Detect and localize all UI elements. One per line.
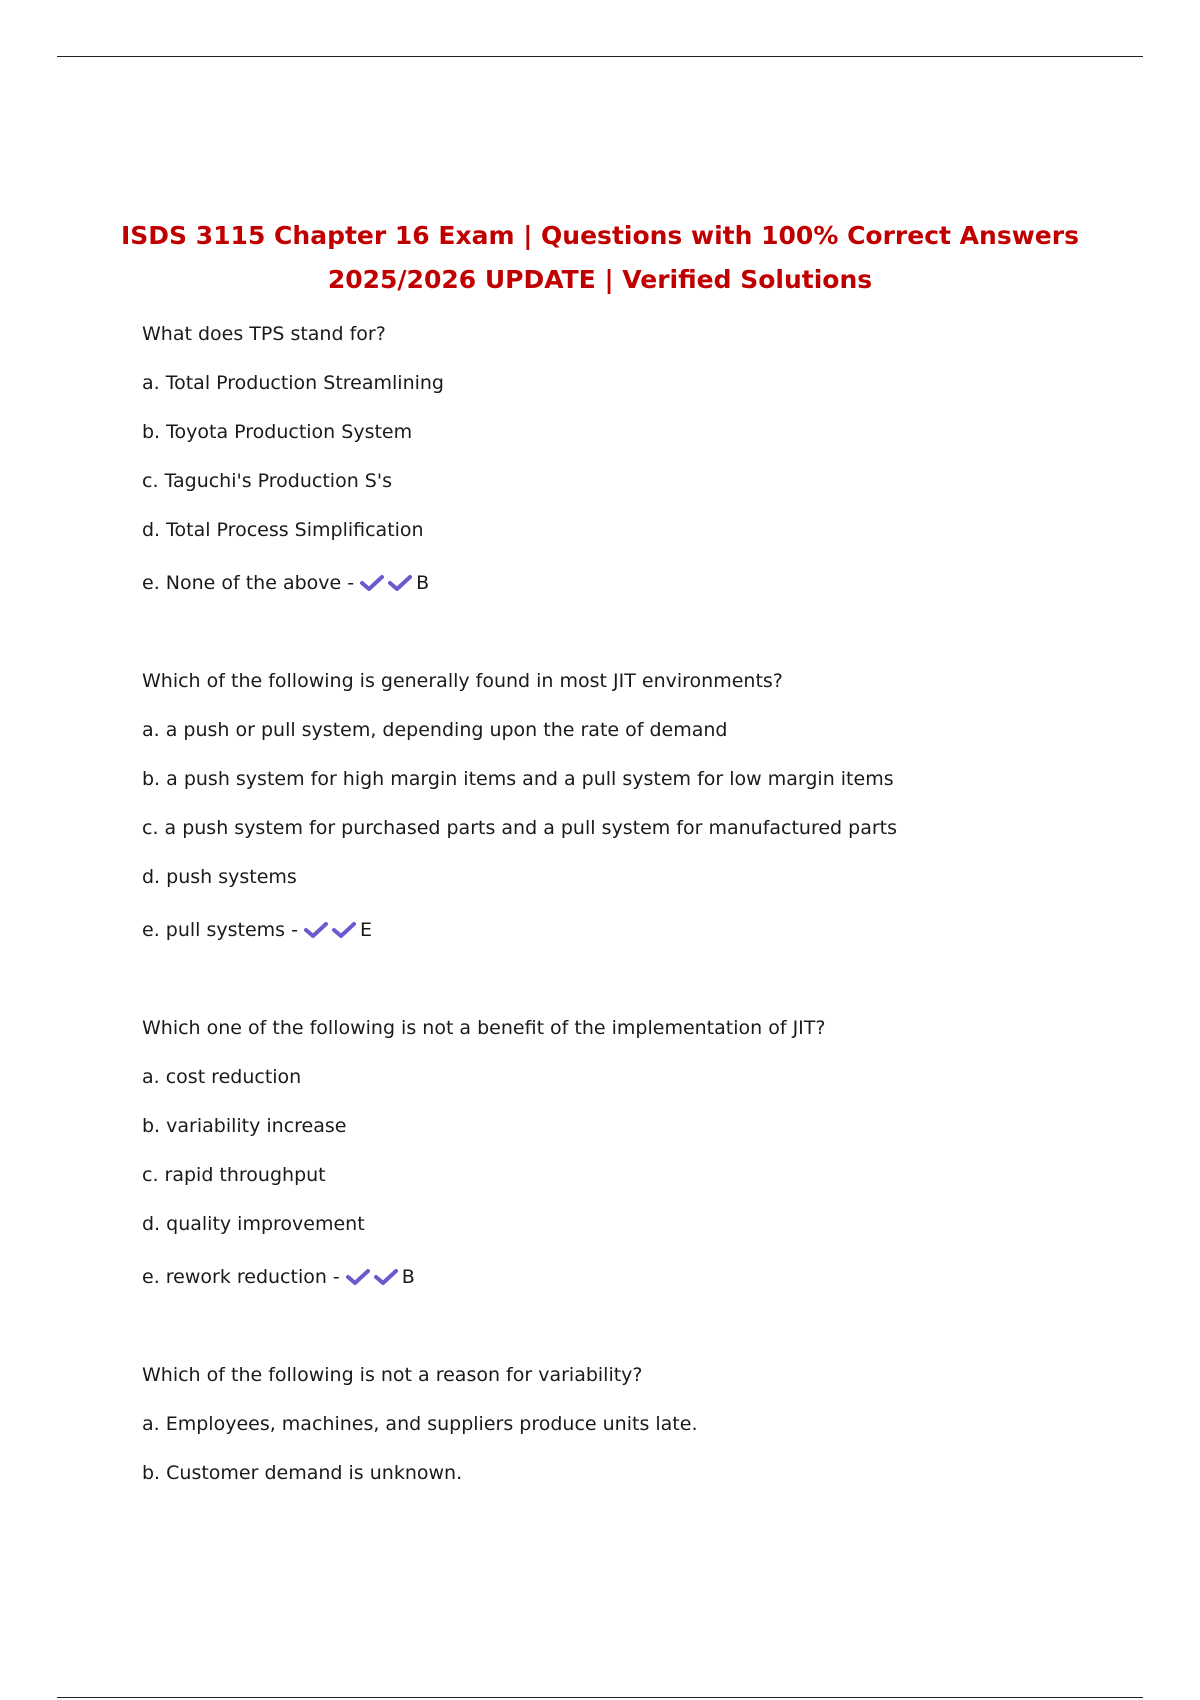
double-check-icon: [304, 920, 360, 946]
option-item: c. rapid throughput: [142, 1164, 326, 1186]
option-item: a. cost reduction: [142, 1066, 302, 1088]
option-item: e. pull systems -: [142, 919, 298, 941]
answer-letter: B: [401, 1266, 415, 1288]
question-text: What does TPS stand for?: [142, 323, 386, 345]
footer-rule: [57, 1697, 1143, 1698]
option-item: a. Employees, machines, and suppliers produce units late.: [142, 1413, 698, 1435]
document-title: [0, 214, 1200, 302]
option-item: d. push systems: [142, 866, 297, 888]
option-item: e. None of the above -: [142, 572, 355, 594]
option-item: a. Total Production Streamlining: [142, 372, 444, 394]
option-item: b. variability increase: [142, 1115, 347, 1137]
option-item: d. quality improvement: [142, 1213, 365, 1235]
question-text: Which of the following is generally found in most JIT environments?: [142, 670, 783, 692]
option-item: b. Toyota Production System: [142, 421, 413, 443]
answer-line: [142, 1264, 415, 1293]
header-rule: [57, 56, 1143, 57]
double-check-icon: [346, 1267, 402, 1293]
question-text: Which of the following is not a reason for variability?: [142, 1364, 643, 1386]
double-check-icon: [360, 573, 416, 599]
title-line-1: ISDS 3115 Chapter 16 Exam | Questions with 100% Correct Answers: [121, 221, 1079, 250]
question-text: Which one of the following is not a benefit of the implementation of JIT?: [142, 1017, 826, 1039]
option-item: e. rework reduction -: [142, 1266, 340, 1288]
option-item: d. Total Process Simplification: [142, 519, 424, 541]
answer-line: [142, 570, 429, 599]
option-item: c. Taguchi's Production S's: [142, 470, 392, 492]
answer-letter: B: [416, 572, 430, 594]
answer-line: [142, 917, 372, 946]
option-item: b. a push system for high margin items and a pull system for low margin items: [142, 768, 894, 790]
option-item: c. a push system for purchased parts and a pull system for manufactured parts: [142, 817, 898, 839]
answer-letter: E: [359, 919, 372, 941]
title-line-2: 2025/2026 UPDATE | Verified Solutions: [327, 265, 873, 294]
option-item: a. a push or pull system, depending upon the rate of demand: [142, 719, 728, 741]
option-item: b. Customer demand is unknown.: [142, 1462, 463, 1484]
